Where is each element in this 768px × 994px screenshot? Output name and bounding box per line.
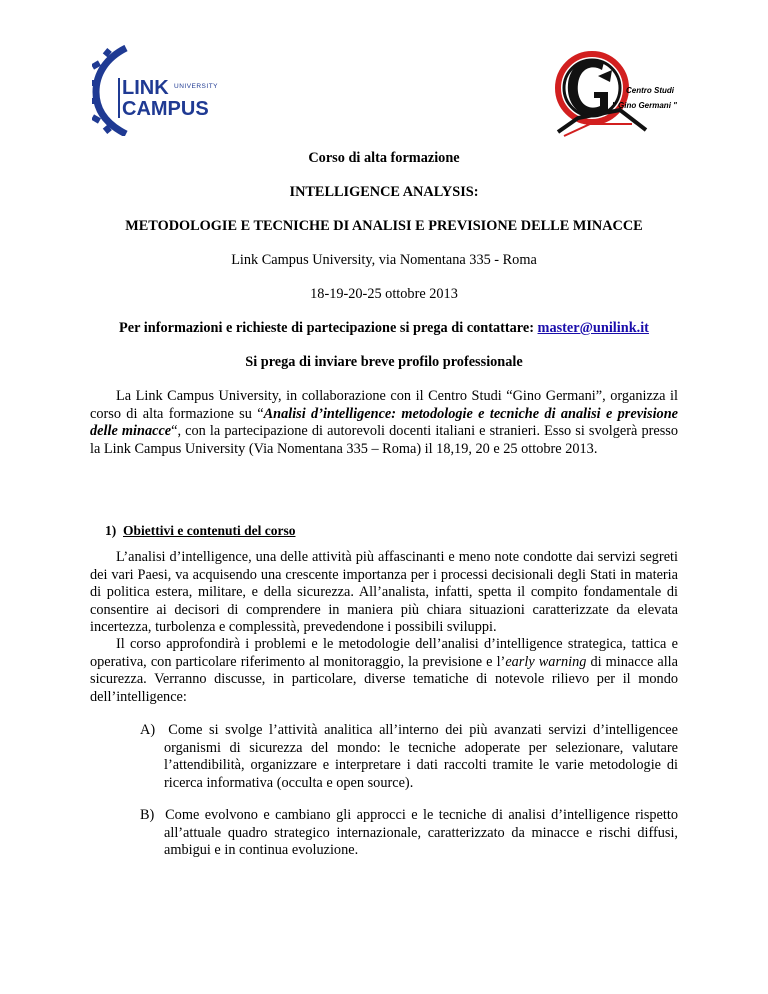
list-item	[140, 807, 678, 860]
logo-link-text: LINK	[122, 77, 169, 99]
intro-paragraph	[90, 388, 678, 458]
logo-university-text: UNIVERSITY	[174, 83, 219, 90]
list-item-text: Come evolvono e cambiano gli approcci e le tecniche di analisi d’intelligence rispetto all’attuale quadro strategico internazionale, caratterizzato da minacce e rischi diffusi, ambigui e in continua evoluzione.	[164, 807, 678, 859]
para2-part-b: di minacce alla sicurezza. Verranno discusse, in particolare, diverse tematiche di notevole rilievo per il mondo dell’intelligence:	[90, 653, 678, 705]
course-type: Corso di alta formazione	[308, 150, 460, 166]
course-subtitle: METODOLOGIE E TECNICHE DI ANALISI E PREVISIONE DELLE MINACCE	[125, 218, 643, 234]
link-campus-logo	[92, 44, 219, 136]
list-item	[140, 722, 678, 792]
profile-note: Si prega di inviare breve profilo professionale	[245, 354, 523, 370]
course-location: Link Campus University, via Nomentana 335 - Roma	[231, 252, 537, 268]
section-title: Obiettivi e contenuti del corso	[123, 523, 296, 538]
list-item-label: B)	[140, 807, 155, 823]
course-title: INTELLIGENCE ANALYSIS:	[289, 184, 479, 200]
para2-italic: early warning	[505, 653, 587, 670]
logo-gino-germani-text: " Gino Germani "	[612, 101, 677, 110]
section-number: 1)	[105, 523, 117, 538]
intro-course-title: Analisi d’intelligence: metodologie e tecniche di analisi e previsione delle minacce	[90, 405, 678, 440]
intro-part1: La Link Campus University, in collaborazione con il Centro Studi “Gino Germani”, organizza il corso di alta formazione su “	[90, 388, 678, 422]
contact-text: Per informazioni e richieste di partecipazione si prega di contattare:	[119, 320, 538, 336]
contact-line	[90, 319, 678, 337]
contact-email-link[interactable]: master@unilink.it	[537, 320, 649, 336]
intro-part2: “, con la partecipazione di autorevoli docenti italiani e stranieri. Esso si svolgerà presso la Link Campus University (Via Nomentana 335 – Roma) il 18,19, 20 e 25 ottobre 2013.	[90, 423, 679, 457]
para2-part-a: Il corso approfondirà i problemi e le metodologie dell’analisi d’intelligence strategica, tattica e operativa, con particolare riferimento al monitoraggio, la previsione e l’	[90, 636, 678, 670]
section-paragraph-1-text: L’analisi d’intelligence, una delle attività più affascinanti e meno note condotte dai servizi segreti dei vari Paesi, va acquisendo una crescente importanza per i processi decisionali degli Stati in materia di politica estera, militare, e della sicurezza. All’analista, infatti, spetta il compito fondamentale di consentire ai decisori di comprendere in maniera più chiara situazioni caratterizzate da elevata incertezza, turbolenza e complessità, prevedendone i possibili sviluppi.	[90, 549, 678, 636]
logo-campus-text: CAMPUS	[122, 98, 209, 120]
logo-centro-studi-text: Centro Studi	[626, 86, 674, 95]
list-item-label: A)	[140, 722, 156, 738]
course-dates: 18-19-20-25 ottobre 2013	[310, 286, 458, 302]
section-paragraph-1	[90, 549, 678, 637]
section-paragraph-2	[90, 636, 678, 706]
centro-studi-logo	[550, 40, 700, 140]
gothic-g-emblem-icon	[550, 40, 700, 140]
section-heading	[105, 522, 295, 539]
list-item-text: Come si svolge l’attività analitica all’interno dei più avanzati servizi d’intelligencee organismi di sicurezza del mondo: le tecniche adoperate per selezionare, valutare l’attendibilità, organizzare e interpretare i dati raccolti tramite le varie metodologie di ricerca informativa (occulta e open source).	[164, 722, 678, 791]
